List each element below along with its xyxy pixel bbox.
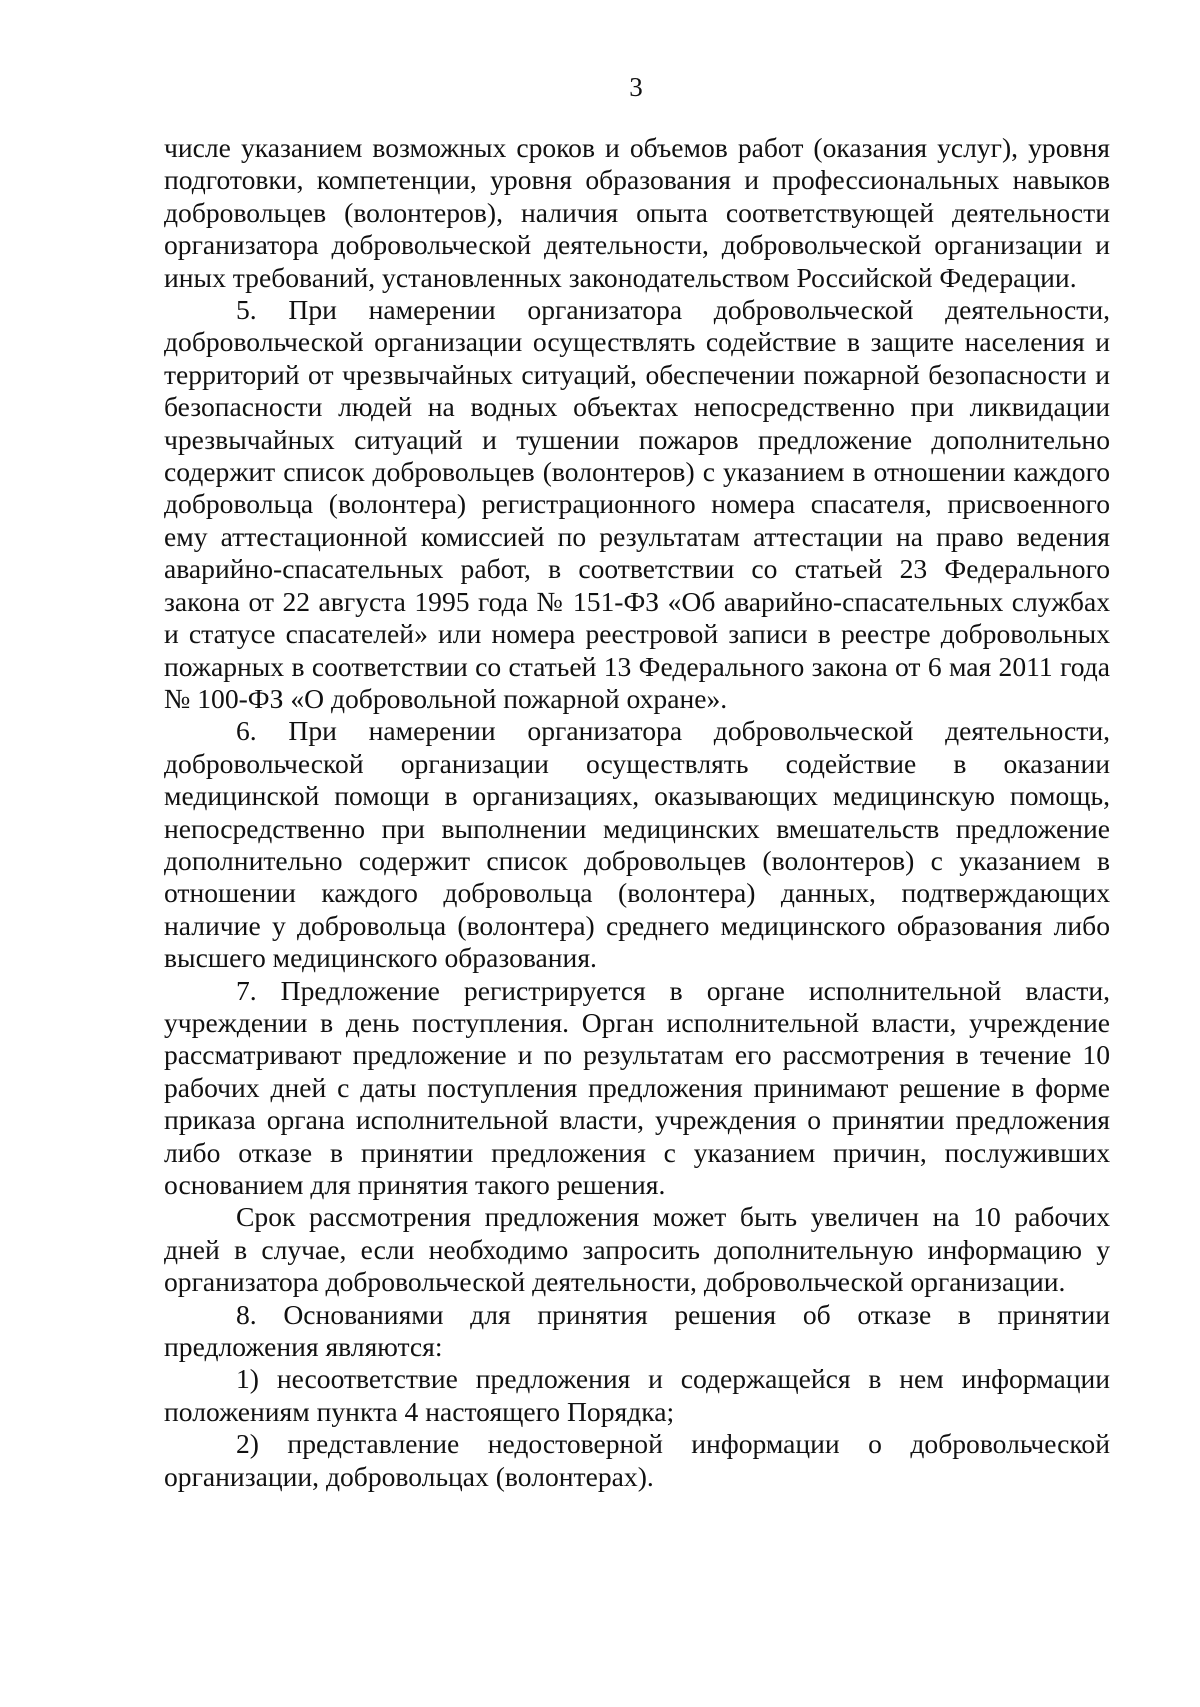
paragraph-item-7-term: Срок рассмотрения предложения может быть увеличен на 10 рабочих дней в случае, если необходимо запросить дополнительную информацию у организатора добровольческой деятельности, добровольческой организации. <box>164 1201 1110 1298</box>
paragraph-item-7: 7. Предложение регистрируется в органе исполнительной власти, учреждении в день поступления. Орган исполнительной власти, учреждение рассматривают предложение и по результатам его рассмотрения в течение 10 рабочих дней с даты поступления предложения принимают решение в форме приказа органа исполнительной власти, учреждения о принятии предложения либо отказе в принятии предложения с указанием причин, послуживших основанием для принятия такого решения. <box>164 974 1110 1200</box>
paragraph-item-6: 6. При намерении организатора добровольческой деятельности, добровольческой организации осуществлять содействие в оказании медицинской помощи в организациях, оказывающих медицинскую помощь, непосредственно при выполнении медицинских вмешательств предложение дополнительно содержит список добровольцев (волонтеров) с указанием в отношении каждого добровольца (волонтера) данных, подтверждающих наличие у добровольца (волонтера) среднего медицинского образования либо высшего медицинского образования. <box>164 715 1110 974</box>
paragraph-item-8-subitem-1: 1) несоответствие предложения и содержащейся в нем информации положениям пункта 4 настоящего Порядка; <box>164 1363 1110 1427</box>
paragraph-item-8-subitem-2: 2) представление недостоверной информации о добровольческой организации, добровольцах (волонтерах). <box>164 1428 1110 1492</box>
document-body <box>164 132 1110 1493</box>
paragraph-item-8: 8. Основаниями для принятия решения об отказе в принятии предложения являются: <box>164 1298 1110 1363</box>
paragraph-continuation: числе указанием возможных сроков и объемов работ (оказания услуг), уровня подготовки, компетенции, уровня образования и профессиональных навыков добровольцев (волонтеров), наличия опыта соответствующей деятельности организатора добровольческой деятельности, добровольческой организации и иных требований, установленных законодательством Российской Федерации. <box>164 132 1110 293</box>
paragraph-item-5: 5. При намерении организатора добровольческой деятельности, добровольческой организации осуществлять содействие в защите населения и территорий от чрезвычайных ситуаций, обеспечении пожарной безопасности и безопасности людей на водных объектах непосредственно при ликвидации чрезвычайных ситуаций и тушении пожаров предложение дополнительно содержит список добровольцев (волонтеров) с указанием в отношении каждого добровольца (волонтера) регистрационного номера спасателя, присвоенного ему аттестационной комиссией по результатам аттестации на право ведения аварийно-спасательных работ, в соответствии со статьей 23 Федерального закона от 22 августа 1995 года № 151-ФЗ «Об аварийно-спасательных службах и статусе спасателей» или номера реестровой записи в реестре добровольных пожарных в соответствии со статьей 13 Федерального закона от 6 мая 2011 года № 100-ФЗ «О добровольной пожарной охране». <box>164 294 1110 714</box>
page-number: 3 <box>629 72 643 102</box>
